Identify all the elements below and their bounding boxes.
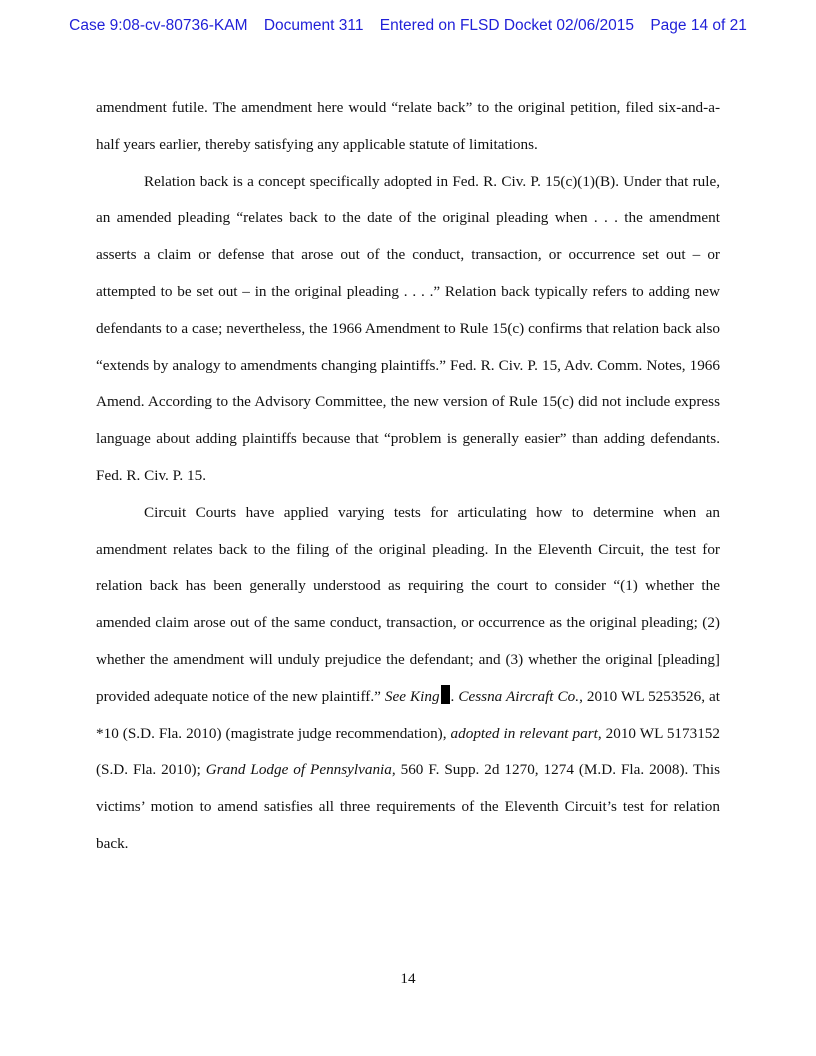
docket-entry: Entered on FLSD Docket 02/06/2015: [379, 17, 634, 34]
document-body: [96, 90, 720, 863]
docket-header: [0, 17, 816, 35]
document-number: Document 311: [263, 17, 364, 34]
redaction-mark: [441, 685, 450, 704]
citation-cessna: Cessna Aircraft Co.: [458, 687, 580, 705]
paragraph-continued: amendment futile. The amendment here would “relate back” to the original petition, filed six-and-a-half years earlier, thereby satisfying any applicable statute of limitations.: [96, 99, 720, 153]
citation-adopted: adopted in relevant part: [450, 724, 598, 742]
page-indicator: Page 14 of 21: [650, 17, 747, 34]
citation-grand-lodge: Grand Lodge of Pennsylvania: [205, 761, 392, 779]
case-number: Case 9:08-cv-80736-KAM: [69, 17, 248, 34]
citation-see-king: See King: [384, 687, 440, 705]
page-number: 14: [400, 970, 416, 987]
paragraph-circuit-tests: Circuit Courts have applied varying tests for articulating how to determine when an amendment relates back to the filing of the original pleading. In the Eleventh Circuit, the test for relation back has been generally understood as requiring the court to consider “(1) whether the amended claim arose out of the same conduct, transaction, or occurrence as the original pleading; (2) whether the amendment will unduly prejudice the defendant; and (3) whether the original [pleading] provided adequate notice of the new plaintiff.” See King . Cessna Aircraft Co., 2010 WL 5253526, at *10 (S.D. Fla. 2010) (magistrate judge recommendation), adopted in relevant part, 2010 WL 5173152 (S.D. Fla. 2010); Grand Lodge of Pennsylvania, 560 F. Supp. 2d 1270, 1274 (M.D. Fla. 2008). This victims’ motion to amend satisfies all three requirements of the Eleventh Circuit’s test for relation back.: [96, 503, 721, 852]
paragraph-relation-back: Relation back is a concept specifically adopted in Fed. R. Civ. P. 15(c)(1)(B). Under that rule, an amended pleading “relates back to the date of the original pleading when . . . the amendment asserts a claim or defense that arose out of the conduct, transaction, or occurrence set out – or attempted to be set out – in the original pleading . . . .” Relation back typically refers to adding new defendants to a case; nevertheless, the 1966 Amendment to Rule 15(c) confirms that relation back also “extends by analogy to amendments changing plaintiffs.” Fed. R. Civ. P. 15, Adv. Comm. Notes, 1966 Amend. According to the Advisory Committee, the new version of Rule 15(c) did not include express language about adding plaintiffs because that “problem is generally easier” than adding defendants. Fed. R. Civ. P. 15.: [96, 172, 720, 484]
